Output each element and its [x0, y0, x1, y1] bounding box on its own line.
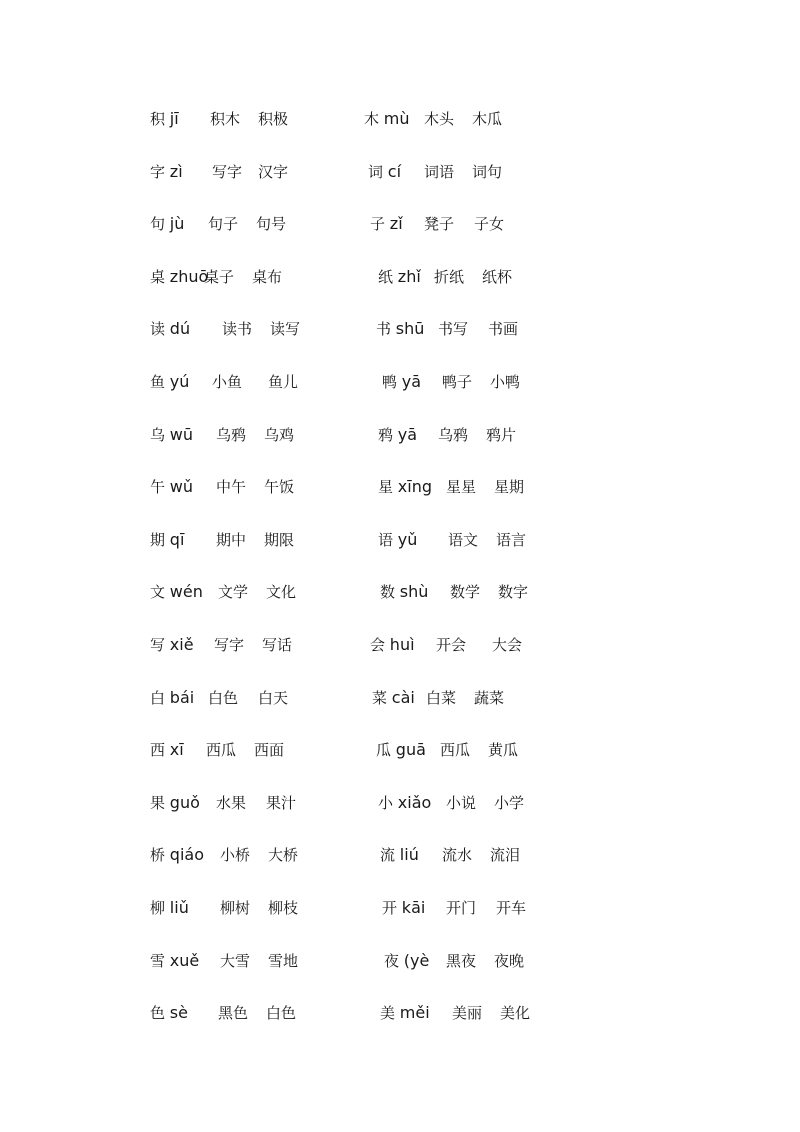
- example-word: 午饭: [264, 478, 295, 497]
- character: 夜: [384, 951, 400, 970]
- vocab-row: [0, 525, 800, 555]
- character-entry: [150, 946, 199, 976]
- pinyin: wū: [169, 424, 194, 444]
- pinyin: bái: [169, 687, 195, 707]
- vocab-row: [0, 630, 800, 660]
- character: 积: [150, 110, 166, 128]
- character: 菜: [372, 688, 388, 707]
- example-word: 黑色: [218, 1004, 249, 1023]
- pinyin: shū: [395, 319, 425, 339]
- vocab-row: [0, 893, 800, 923]
- character: 柳: [150, 899, 166, 917]
- vocab-row: [0, 840, 800, 870]
- pinyin: yú: [169, 372, 190, 391]
- example-word: 小桥: [220, 846, 251, 865]
- example-word: 积木: [210, 110, 241, 128]
- character: 纸: [378, 267, 394, 286]
- character: 期: [150, 530, 166, 549]
- pinyin: liú: [399, 845, 419, 865]
- vocab-row: [0, 735, 800, 765]
- character: 子: [370, 215, 386, 234]
- character-entry: [150, 104, 179, 134]
- pinyin: shù: [399, 582, 429, 602]
- character-entry: [364, 104, 410, 134]
- example-word: 西瓜: [206, 741, 237, 760]
- character: 语: [378, 530, 394, 549]
- example-word: 西面: [254, 741, 285, 760]
- character-entry: [150, 735, 184, 765]
- pinyin: zǐ: [389, 214, 403, 234]
- example-word: 子女: [474, 215, 505, 234]
- vocab-row: [0, 157, 800, 187]
- character-entry: [380, 840, 419, 870]
- example-word: 蔬菜: [474, 688, 505, 707]
- character: 读: [150, 320, 166, 339]
- character-entry: [382, 893, 425, 923]
- example-word: 句号: [256, 215, 287, 234]
- vocab-row: [0, 314, 800, 344]
- vocab-row: [0, 209, 800, 239]
- example-word: 书画: [488, 320, 519, 339]
- character: 午: [150, 478, 166, 497]
- character: 雪: [150, 951, 166, 970]
- character-entry: [150, 788, 200, 818]
- character-entry: [370, 209, 403, 239]
- character-entry: [378, 525, 417, 555]
- example-word: 开门: [446, 899, 477, 917]
- example-word: 写话: [262, 636, 293, 654]
- character: 星: [378, 478, 394, 497]
- example-word: 流水: [442, 846, 473, 865]
- example-word: 句子: [208, 215, 239, 234]
- example-word: 白色: [208, 688, 239, 707]
- character: 色: [150, 1004, 166, 1023]
- pinyin: xīng: [397, 477, 433, 497]
- example-word: 凳子: [424, 215, 455, 234]
- pinyin: dú: [169, 319, 191, 339]
- character: 词: [368, 162, 384, 181]
- example-word: 写字: [214, 636, 245, 654]
- pinyin: qī: [169, 529, 185, 549]
- example-word: 果汁: [266, 793, 297, 812]
- pinyin: xiě: [169, 635, 194, 654]
- example-word: 书写: [438, 320, 469, 339]
- example-word: 木瓜: [472, 110, 503, 128]
- pinyin: mù: [383, 109, 410, 128]
- character-entry: [378, 472, 432, 502]
- character-entry: [150, 157, 183, 187]
- character-entry: [378, 788, 431, 818]
- example-word: 文学: [218, 583, 249, 602]
- character: 木: [364, 110, 380, 128]
- character: 美: [380, 1004, 396, 1023]
- example-word: 语文: [448, 530, 479, 549]
- example-word: 白菜: [426, 688, 457, 707]
- character-entry: [150, 525, 184, 555]
- example-word: 开车: [496, 899, 527, 917]
- character-entry: [150, 209, 184, 239]
- pinyin: wén: [169, 582, 203, 602]
- character: 句: [150, 215, 166, 234]
- pinyin: xiǎo: [397, 792, 432, 812]
- character: 果: [150, 793, 166, 812]
- character-entry: [378, 262, 421, 292]
- example-word: 大会: [492, 636, 523, 654]
- character-entry: [150, 262, 208, 292]
- character-entry: [150, 577, 203, 607]
- character: 白: [150, 688, 166, 707]
- character: 流: [380, 846, 396, 865]
- character: 写: [150, 636, 166, 654]
- character: 瓜: [376, 741, 392, 760]
- example-word: 星期: [494, 478, 525, 497]
- example-word: 小鱼: [212, 373, 243, 391]
- character-entry: [384, 946, 429, 976]
- character-entry: [380, 577, 428, 607]
- example-word: 夜晚: [494, 951, 525, 970]
- character-entry: [376, 314, 424, 344]
- example-word: 美丽: [452, 1004, 483, 1023]
- example-word: 流泪: [490, 846, 521, 865]
- example-word: 词句: [472, 162, 503, 181]
- pinyin: qiáo: [169, 845, 204, 865]
- character-entry: [382, 367, 421, 397]
- example-word: 读书: [222, 320, 253, 339]
- character-entry: [150, 998, 188, 1028]
- example-word: 黑夜: [446, 951, 477, 970]
- vocab-row: [0, 683, 800, 713]
- example-word: 鱼儿: [268, 373, 299, 391]
- character-entry: [376, 735, 426, 765]
- example-word: 词语: [424, 162, 455, 181]
- pinyin: cài: [391, 687, 415, 707]
- example-word: 雪地: [268, 951, 299, 970]
- vocab-row: [0, 262, 800, 292]
- vocab-row: [0, 420, 800, 450]
- pinyin: liǔ: [169, 898, 189, 917]
- pinyin: zì: [169, 161, 183, 181]
- character-entry: [150, 683, 194, 713]
- character: 字: [150, 162, 166, 181]
- example-word: 桌子: [204, 267, 235, 286]
- example-word: 水果: [216, 793, 247, 812]
- pinyin: guǒ: [169, 792, 200, 812]
- example-word: 数字: [498, 583, 529, 602]
- vocab-row: [0, 788, 800, 818]
- character: 桥: [150, 846, 166, 865]
- character-entry: [378, 420, 417, 450]
- example-word: 中午: [216, 478, 247, 497]
- character: 鸭: [382, 373, 398, 391]
- pinyin: xuě: [169, 950, 200, 970]
- character-entry: [150, 840, 204, 870]
- character: 数: [380, 583, 396, 602]
- example-word: 木头: [424, 110, 455, 128]
- pinyin: wǔ: [169, 477, 194, 497]
- pinyin: yā: [397, 424, 418, 444]
- character: 小: [378, 793, 394, 812]
- pinyin: yā: [401, 372, 422, 391]
- character: 鱼: [150, 373, 166, 391]
- example-word: 乌鸦: [216, 425, 247, 444]
- character-entry: [150, 472, 193, 502]
- pinyin: jù: [169, 214, 185, 234]
- vocab-row: [0, 577, 800, 607]
- pinyin: měi: [399, 1003, 430, 1023]
- example-word: 星星: [446, 478, 477, 497]
- character: 乌: [150, 425, 166, 444]
- example-word: 乌鸦: [438, 425, 469, 444]
- pinyin: (yè: [403, 950, 430, 970]
- character-entry: [150, 367, 189, 397]
- example-word: 白色: [266, 1004, 297, 1023]
- example-word: 期限: [264, 530, 295, 549]
- example-word: 白天: [258, 688, 289, 707]
- example-word: 柳树: [220, 899, 251, 917]
- pinyin: cí: [387, 161, 402, 181]
- character: 会: [370, 636, 386, 654]
- character-entry: [150, 420, 193, 450]
- example-word: 纸杯: [482, 267, 513, 286]
- character-entry: [150, 893, 189, 923]
- example-word: 鸭子: [442, 373, 473, 391]
- example-word: 汉字: [258, 162, 289, 181]
- character: 文: [150, 583, 166, 602]
- pinyin: huì: [389, 635, 415, 654]
- example-word: 西瓜: [440, 741, 471, 760]
- example-word: 柳枝: [268, 899, 299, 917]
- character: 西: [150, 741, 166, 760]
- pinyin: xī: [169, 740, 184, 760]
- example-word: 读写: [270, 320, 301, 339]
- pinyin: jī: [169, 109, 179, 128]
- vocab-row: [0, 472, 800, 502]
- example-word: 乌鸡: [264, 425, 295, 444]
- pinyin: kāi: [401, 898, 426, 917]
- example-word: 折纸: [434, 267, 465, 286]
- character: 鸦: [378, 425, 394, 444]
- pinyin: zhuō: [169, 266, 209, 286]
- vocab-row: [0, 998, 800, 1028]
- example-word: 数学: [450, 583, 481, 602]
- character: 书: [376, 320, 392, 339]
- example-word: 写字: [212, 162, 243, 181]
- vocab-row: [0, 367, 800, 397]
- example-word: 桌布: [252, 267, 283, 286]
- character-entry: [380, 998, 430, 1028]
- example-word: 大桥: [268, 846, 299, 865]
- example-word: 期中: [216, 530, 247, 549]
- example-word: 美化: [500, 1004, 531, 1023]
- character-entry: [150, 630, 194, 660]
- pinyin: yǔ: [397, 529, 418, 549]
- example-word: 鸦片: [486, 425, 517, 444]
- character-entry: [372, 683, 415, 713]
- character-entry: [370, 630, 415, 660]
- vocab-row: [0, 946, 800, 976]
- character: 桌: [150, 267, 166, 286]
- example-word: 语言: [496, 530, 527, 549]
- pinyin: sè: [169, 1003, 188, 1023]
- example-word: 积极: [258, 110, 289, 128]
- vocab-row: [0, 104, 800, 134]
- example-word: 小鸭: [490, 373, 521, 391]
- pinyin: guā: [395, 740, 426, 760]
- example-word: 文化: [266, 583, 297, 602]
- example-word: 开会: [436, 636, 467, 654]
- character: 开: [382, 899, 398, 917]
- character-entry: [368, 157, 401, 187]
- character-entry: [150, 314, 190, 344]
- example-word: 大雪: [220, 951, 251, 970]
- pinyin: zhǐ: [397, 266, 421, 286]
- example-word: 黄瓜: [488, 741, 519, 760]
- example-word: 小说: [446, 793, 477, 812]
- example-word: 小学: [494, 793, 525, 812]
